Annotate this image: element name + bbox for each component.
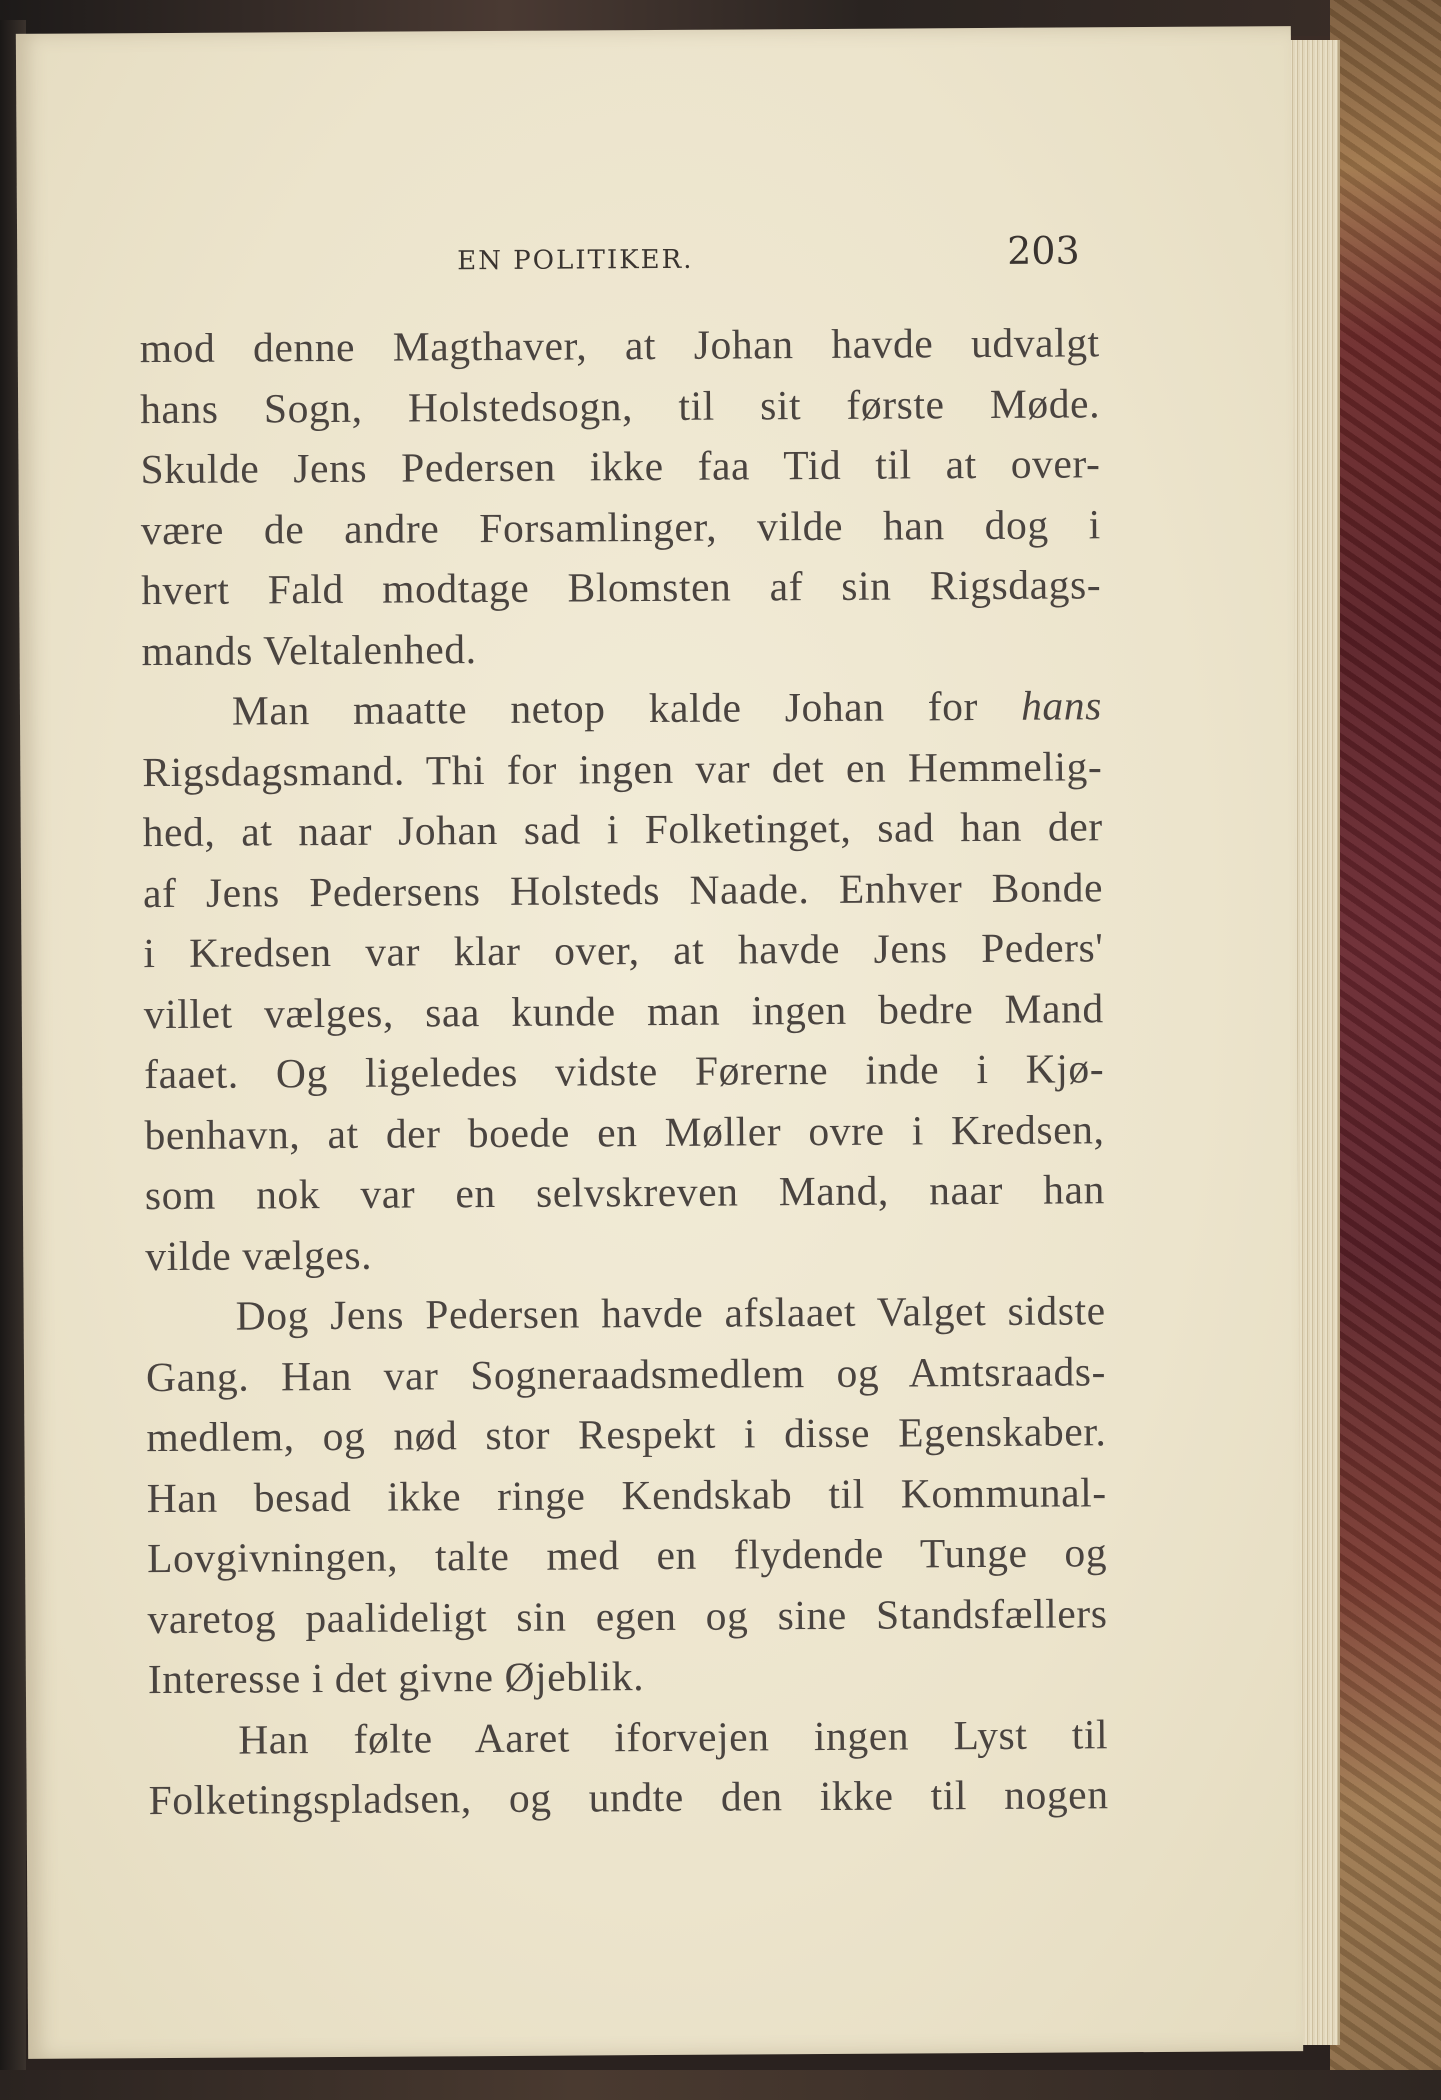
text-line: Dog Jens Pedersen havde afslaaet Valget sidste bbox=[235, 1287, 1106, 1339]
text-line: Skulde Jens Pedersen ikke faa Tid til at over- bbox=[140, 440, 1101, 493]
text-segment: Man maatte netop kalde Johan for bbox=[231, 683, 979, 734]
text-line: hed, at naar Johan sad i Folketinget, sad han der bbox=[142, 803, 1103, 856]
text-line: Han besad ikke ringe Kendskab til Kommunal- bbox=[146, 1468, 1107, 1521]
text-line: Rigsdagsmand. Thi for ingen var det en Hemmelig- bbox=[142, 742, 1103, 795]
text-line: Gang. Han var Sogneraadsmedlem og Amtsraads- bbox=[145, 1347, 1107, 1400]
text-line: vilde vælges. bbox=[145, 1231, 373, 1279]
text-line: mod denne Magthaver, at Johan havde udvalgt bbox=[139, 319, 1100, 372]
text-line: Lovgivningen, talte med en flydende Tunge og bbox=[146, 1529, 1108, 1582]
marbled-cover bbox=[1330, 0, 1441, 2100]
text-line: i Kredsen var klar over, at havde Jens Peders' bbox=[143, 924, 1104, 977]
text-line: faaet. Og ligeledes vidste Førerne inde i Kjø- bbox=[144, 1045, 1105, 1098]
chapter-title: EN POLITIKER. bbox=[457, 244, 694, 277]
text-line: medlem, og nød stor Respekt i disse Egenskaber. bbox=[146, 1408, 1107, 1461]
body-text bbox=[140, 312, 1109, 1830]
text-line: som nok var en selvskreven Mand, naar han bbox=[144, 1166, 1106, 1219]
running-head bbox=[17, 211, 1292, 277]
text-line: villet vælges, saa kunde man ingen bedre Mand bbox=[143, 984, 1104, 1037]
text-line: varetog paalideligt sin egen og sine Standsfællers bbox=[147, 1589, 1108, 1642]
text-line: af Jens Pedersens Holsteds Naade. Enhver Bonde bbox=[142, 863, 1104, 916]
text-line: mands Veltalenhed. bbox=[141, 625, 477, 674]
text-line: være de andre Forsamlinger, vilde han dog i bbox=[140, 500, 1101, 553]
text-line: Folketingspladsen, og undte den ikke til nogen bbox=[148, 1771, 1109, 1824]
text-line: hvert Fald modtage Blomsten af sin Rigsdags- bbox=[141, 561, 1102, 614]
text-line: hans Sogn, Holstedsogn, til sit første Møde. bbox=[139, 379, 1101, 432]
page-number: 203 bbox=[1007, 228, 1080, 273]
text-line bbox=[142, 675, 1102, 741]
book-page bbox=[16, 26, 1303, 2059]
book-bottom-edge bbox=[0, 2070, 1441, 2100]
emphasis-text: hans bbox=[1020, 682, 1103, 729]
text-line: Interesse i det givne Øjeblik. bbox=[147, 1653, 645, 1703]
text-line: Han følte Aaret iforvejen ingen Lyst til bbox=[238, 1710, 1109, 1763]
text-line: benhavn, at der boede en Møller ovre i Kredsen, bbox=[144, 1105, 1105, 1158]
